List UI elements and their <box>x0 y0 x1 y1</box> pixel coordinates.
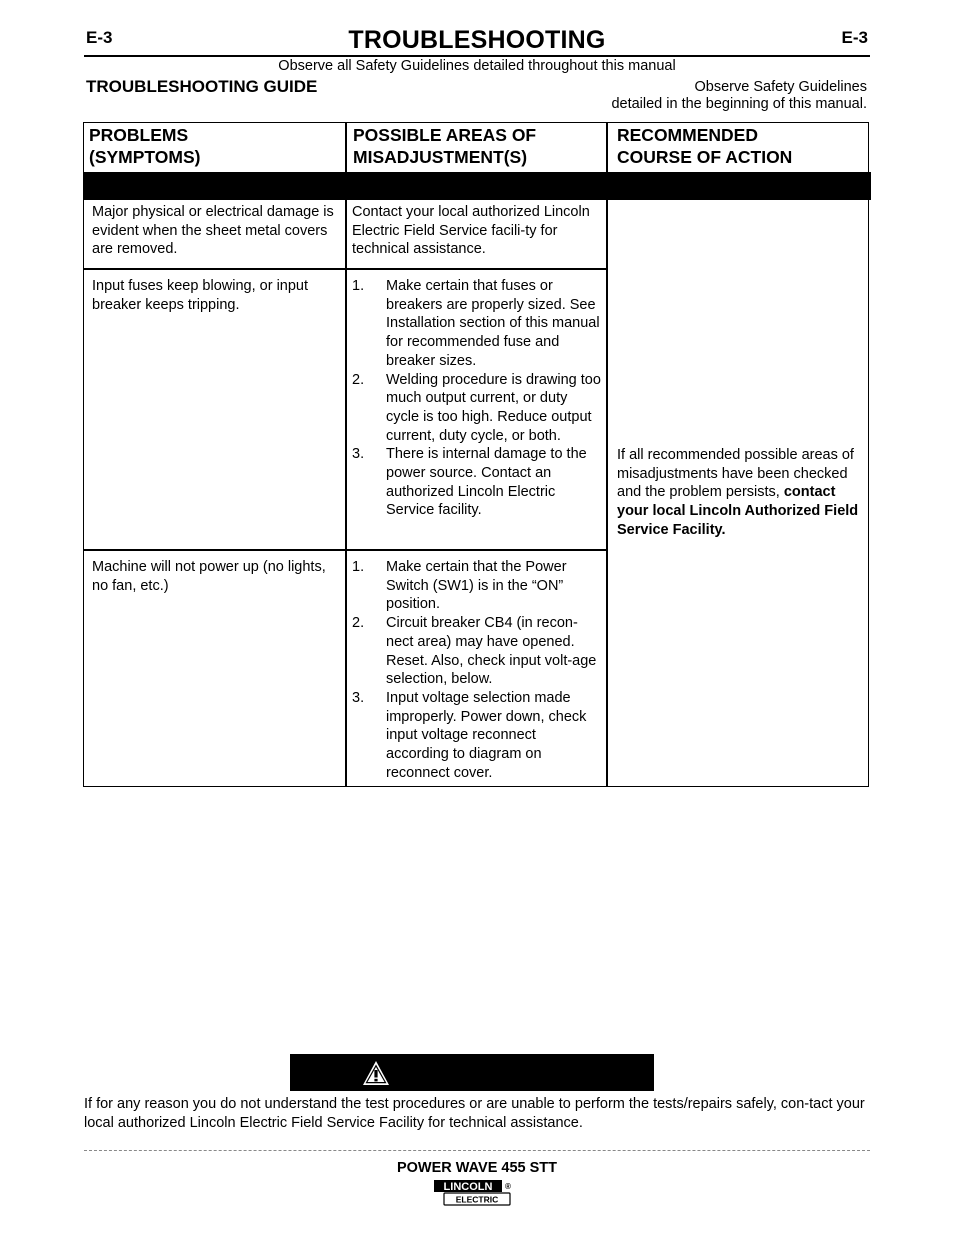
header-band <box>84 172 871 200</box>
list-item <box>352 371 602 446</box>
action-text: If all recommended possible areas of misadjustments have been checked and the problem persists, <box>617 447 854 501</box>
header-course-line2: COURSE OF ACTION <box>617 147 793 167</box>
step-number: 3. <box>352 689 365 706</box>
problem-cell-2: Input fuses keep blowing, or input breaker keeps tripping. <box>92 278 309 313</box>
logo-line2: ELECTRIC <box>455 1194 499 1205</box>
list-item <box>352 277 602 371</box>
footer-divider <box>84 1150 870 1151</box>
row-separator-2 <box>84 549 607 551</box>
column-divider-2 <box>606 122 608 787</box>
step-text: Welding procedure is drawing too much output current, or duty cycle is too high. Reduce output current, duty cycle, or both. <box>386 371 601 444</box>
safety-note-right-line1: Observe Safety Guidelines <box>694 79 867 95</box>
page-number-left: E-3 <box>86 28 113 47</box>
safety-note-right <box>611 79 867 113</box>
list-item <box>352 614 602 689</box>
header-problems-line2: (SYMPTOMS) <box>89 147 201 167</box>
header-misadjustments-line2: MISADJUSTMENT(S) <box>353 147 528 167</box>
list-item <box>352 558 602 614</box>
cause-cell-3 <box>352 558 602 782</box>
step-number: 1. <box>352 559 365 575</box>
safety-note: Observe all Safety Guidelines detailed throughout this manual <box>278 58 676 74</box>
cause-cell-2 <box>352 277 602 520</box>
step-number: 2. <box>352 615 365 632</box>
step-number: 3. <box>352 446 365 463</box>
step-text: Circuit breaker CB4 (in recon-nect area) may have opened. Reset. Also, check input volt-age selection, below. <box>386 615 597 688</box>
safety-note-right-line2: detailed in the beginning of this manual. <box>611 96 867 112</box>
step-text: Make certain that fuses or breakers are properly sized. See Installation section of this manual for recommended fuse and breaker sizes. <box>386 278 600 369</box>
problem-cell-1: Major physical or electrical damage is evident when the sheet metal covers are removed. <box>92 204 334 258</box>
header-misadjustments <box>353 124 536 168</box>
header-misadjustments-line1: POSSIBLE AREAS OF <box>353 125 537 145</box>
product-name: POWER WAVE 455 STT <box>396 1160 558 1176</box>
action-cell <box>617 446 865 540</box>
header-course-line1: RECOMMENDED <box>617 125 758 145</box>
page-title: TROUBLESHOOTING <box>348 26 606 54</box>
header-course-of-action <box>617 124 792 168</box>
problem-cell-3: Machine will not power up (no lights, no fan, etc.) <box>92 559 326 594</box>
lincoln-electric-logo <box>433 1179 513 1207</box>
step-text: There is internal damage to the power source. Contact an authorized Lincoln Electric Service facility. <box>386 446 587 519</box>
page-number-right: E-3 <box>841 28 868 47</box>
cause-cell-1: Contact your local authorized Lincoln Electric Field Service facili-ty for technical assistance. <box>352 204 590 258</box>
column-divider-1 <box>345 122 347 787</box>
step-text: Make certain that the Power Switch (SW1) is in the “ON” position. <box>386 559 567 613</box>
header-problems-line1: PROBLEMS <box>89 125 189 145</box>
warning-triangle-icon <box>362 1060 390 1086</box>
header-problems <box>89 124 201 168</box>
header-rule <box>84 55 870 57</box>
step-text: Input voltage selection made improperly. Power down, check input voltage reconnect according to diagram on reconnect cover. <box>386 689 587 781</box>
list-item <box>352 445 602 520</box>
logo-line1: LINCOLN <box>443 1181 493 1193</box>
warning-text: If for any reason you do not understand the test procedures or are unable to perform the tests/repairs safely, con-tact your local authorized Lincoln Electric Field Service Facility for technical assistance. <box>84 1096 865 1131</box>
step-number: 1. <box>352 278 365 294</box>
list-item <box>352 689 602 783</box>
step-number: 2. <box>352 371 365 388</box>
action-text-bold: contact your local Lincoln Authorized Field Service Facility. <box>617 484 859 538</box>
row-separator-1 <box>84 268 607 270</box>
section-title: TROUBLESHOOTING GUIDE <box>86 77 318 96</box>
warning-bar <box>290 1054 654 1091</box>
logo-registered-mark: ® <box>505 1182 511 1191</box>
